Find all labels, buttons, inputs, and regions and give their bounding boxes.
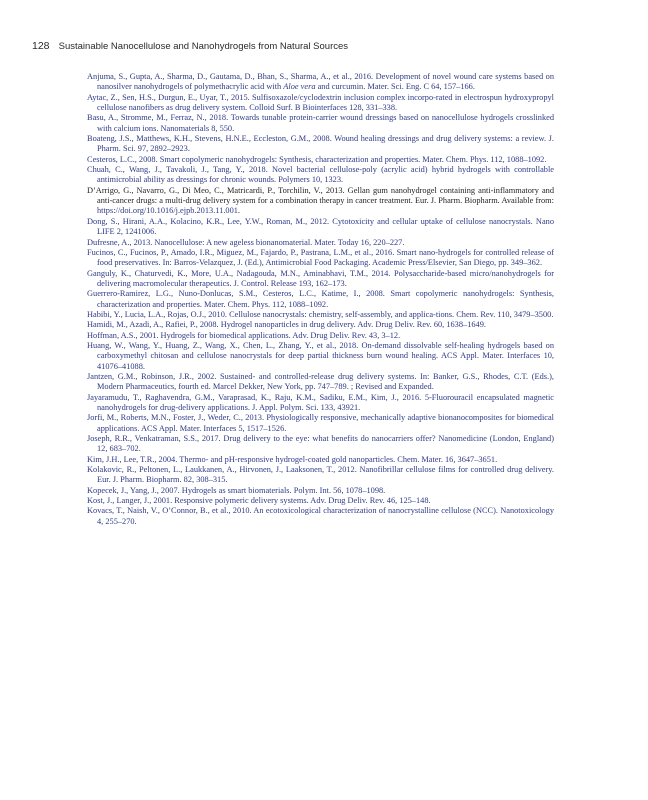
reference-text-tail: . <box>237 206 241 216</box>
reference-text-tail: and curcumin. Mater. Sci. Eng. C 64, 157–166. <box>315 82 475 92</box>
reference-entry <box>87 320 554 330</box>
book-title: Sustainable Nanocellulose and Nanohydrogels from Natural Sources <box>58 41 349 52</box>
reference-entry <box>87 93 554 114</box>
reference-text: Joseph, R.R., Venkatraman, S.S., 2017. Drug delivery to the eye: what benefits do nanocarriers offer? Nanomedicine (London, England) 12, 683–702. <box>87 434 554 454</box>
reference-entry <box>87 506 554 527</box>
reference-text: Guerrero-Ramirez, L.G., Nuno-Donlucas, S.M., Cesteros, L.C., Katime, I., 2008. Smart copolymeric nanohydrogels: Synthesis, characterization and properties. Mater. Chem. Phys. 112, 1088–1092. <box>87 289 554 309</box>
reference-entry <box>87 217 554 238</box>
reference-italic-term: Aloe vera <box>283 82 316 92</box>
reference-text: Kim, J.H., Lee, T.R., 2004. Thermo- and pH-responsive hydrogel-coated gold nanoparticles. Chem. Mater. 16, 3647–3651. <box>87 454 498 464</box>
reference-text: Fucinos, C., Fucinos, P., Amado, I.R., Miguez, M., Fajardo, P., Pastrana, L.M., et al., 2016. Smart nano-hydrogels for controlled release of food preservatives. In: Barros-Velazquez, J. (Ed.), Antimicrobial Food Packaging. Academic Press/Elsevier, San Diego, pp. 349–362. <box>87 247 554 268</box>
reference-entry <box>87 486 554 496</box>
reference-entry <box>87 269 554 290</box>
reference-text: Dong, S., Hirani, A.A., Kolacino, K.R., Lee, Y.W., Roman, M., 2012. Cytotoxicity and cellular uptake of cellulose nanocrystals. Nano LIFE 2, 1241006. <box>87 216 554 237</box>
reference-text: Hamidi, M., Azadi, A., Rafiei, P., 2008. Hydrogel nanoparticles in drug delivery. Adv. Drug Deliv. Rev. 60, 1638–1649. <box>87 320 486 330</box>
reference-text: Cesteros, L.C., 2008. Smart copolymeric nanohydrogels: Synthesis, characterization and properties. Mater. Chem. Phys. 112, 1088–1092. <box>87 154 547 164</box>
reference-text: Dufresne, A., 2013. Nanocellulose: A new ageless bionanomaterial. Mater. Today 16, 220–227. <box>87 237 405 247</box>
reference-text: Boateng, J.S., Matthews, K.H., Stevens, H.N.E., Eccleston, G.M., 2008. Wound healing dressings and drug delivery systems: a review. J. Pharm. Sci. 97, 2892–2923. <box>87 134 554 154</box>
reference-text: Hoffman, A.S., 2001. Hydrogels for biomedical applications. Adv. Drug Deliv. Rev. 43, 3–12. <box>87 330 401 340</box>
reference-entry <box>87 455 554 465</box>
reference-text: Kovacs, T., Naish, V., O’Connor, B., et al., 2010. An ecotoxicological characterization of nanocrystalline cellulose (NCC). Nanotoxicology 4, 255–270. <box>87 506 554 526</box>
reference-entry <box>87 465 554 486</box>
reference-entry <box>87 72 554 93</box>
reference-entry <box>87 238 554 248</box>
reference-text: Aytac, Z., Sen, H.S., Durgun, E., Uyar, T., 2015. Sulfisoxazole/cyclodextrin inclusion complex incorpo-rated in electrospun hydroxypropyl cellulose nanofibers as drug delivery system. Colloid Surf. B Biointerfaces 128, 331–338. <box>87 92 554 113</box>
reference-entry <box>87 165 554 186</box>
reference-text: D’Arrigo, G., Navarro, G., Di Meo, C., Matricardi, P., Torchilin, V., 2013. Gellan gum nanohydrogel containing anti-inflammatory and anti-cancer drugs: a multi-drug delivery system for a combination therapy in cancer treatment. Eur. J. Pharm. Biopharm. Available from: <box>87 185 554 206</box>
reference-entry <box>87 248 554 269</box>
reference-entry <box>87 310 554 320</box>
reference-entry[interactable] <box>87 186 554 217</box>
reference-entry <box>87 113 554 134</box>
reference-entry <box>87 134 554 155</box>
reference-text: Basu, A., Stromme, M., Ferraz, N., 2018. Towards tunable protein-carrier wound dressings based on nanocellulose hydrogels crosslinked with calcium ions. Nanomaterials 8, 550. <box>87 113 554 133</box>
reference-text: Kost, J., Langer, J., 2001. Responsive polymeric delivery systems. Adv. Drug Deliv. Rev. 46, 125–148. <box>87 496 431 506</box>
reference-text: Huang, W., Wang, Y., Huang, Z., Wang, X., Chen, L., Zhang, Y., et al., 2018. On-demand dissolvable self-healing hydrogels based on carboxymethyl chitosan and cellulose nanocrystals for deep partial thickness burn wound healing. ACS Appl. Mater. Interfaces 10, 41076–41088. <box>87 340 554 371</box>
reference-text: Ganguly, K., Chaturvedi, K., More, U.A., Nadagouda, M.N., Aminabhavi, T.M., 2014. Polysaccharide-based micro/nanohydrogels for delivering macromolecular therapeutics. J. Control. Release 193, 162–173. <box>87 268 554 288</box>
running-header <box>32 40 616 54</box>
reference-entry <box>87 341 554 372</box>
reference-text: Jorfi, M., Roberts, M.N., Foster, J., Weder, C., 2013. Physiologically responsive, mechanically adaptive bionanocomposites for biomedical applications. ACS Appl. Mater. Interfaces 5, 1517–1526. <box>87 413 554 433</box>
reference-entry <box>87 331 554 341</box>
reference-list <box>87 72 554 527</box>
page-number: 128 <box>32 40 50 52</box>
reference-entry <box>87 434 554 455</box>
doi-link[interactable]: https://doi.org/10.1016/j.ejpb.2013.11.001 <box>97 206 238 216</box>
reference-entry <box>87 413 554 434</box>
reference-entry <box>87 393 554 414</box>
reference-text: Kopecek, J., Yang, J., 2007. Hydrogels as smart biomaterials. Polym. Int. 56, 1078–1098. <box>87 485 386 495</box>
reference-text: Jantzen, G.M., Robinson, J.R., 2002. Sustained- and controlled-release drug delivery systems. In: Banker, G.S., Rhodes, C.T. (Eds.), Modern Pharmaceutics, fourth ed. Marcel Dekker, New York, pp. 747–789. ; Revised and Expanded. <box>87 371 554 392</box>
reference-entry <box>87 289 554 310</box>
reference-text: Kolakovic, R., Peltonen, L., Laukkanen, A., Hirvonen, J., Laaksonen, T., 2012. Nanofibrillar cellulose films for controlled drug delivery. Eur. J. Pharm. Biopharm. 82, 308–315. <box>87 465 554 485</box>
reference-text: Chuah, C., Wang, J., Tavakoli, J., Tang, Y., 2018. Novel bacterial cellulose-poly (acrylic acid) hybrid hydrogels with controllable antimicrobial ability as dressings for chronic wounds. Polymers 10, 1323. <box>87 165 554 185</box>
reference-text: Anjuma, S., Gupta, A., Sharma, D., Gautama, D., Bhan, S., Sharma, A., et al., 2016. Development of novel wound care systems based on nanosilver nanohydrogels of polymethacrylic acid with <box>87 72 554 92</box>
reference-text: Jayaramudu, T., Raghavendra, G.M., Varaprasad, K., Raju, K.M., Sadiku, E.M., Kim, J., 2016. 5-Fluorouracil encapsulated magnetic nanohydrogels for drug-delivery applications. J. Appl. Polym. Sci. 133, 43921. <box>87 392 554 412</box>
reference-entry <box>87 155 554 165</box>
reference-entry <box>87 372 554 393</box>
reference-entry <box>87 496 554 506</box>
reference-text: Habibi, Y., Lucia, L.A., Rojas, O.J., 2010. Cellulose nanocrystals: chemistry, self-assembly, and applica-tions. Chem. Rev. 110, 3479–3500. <box>87 309 554 319</box>
